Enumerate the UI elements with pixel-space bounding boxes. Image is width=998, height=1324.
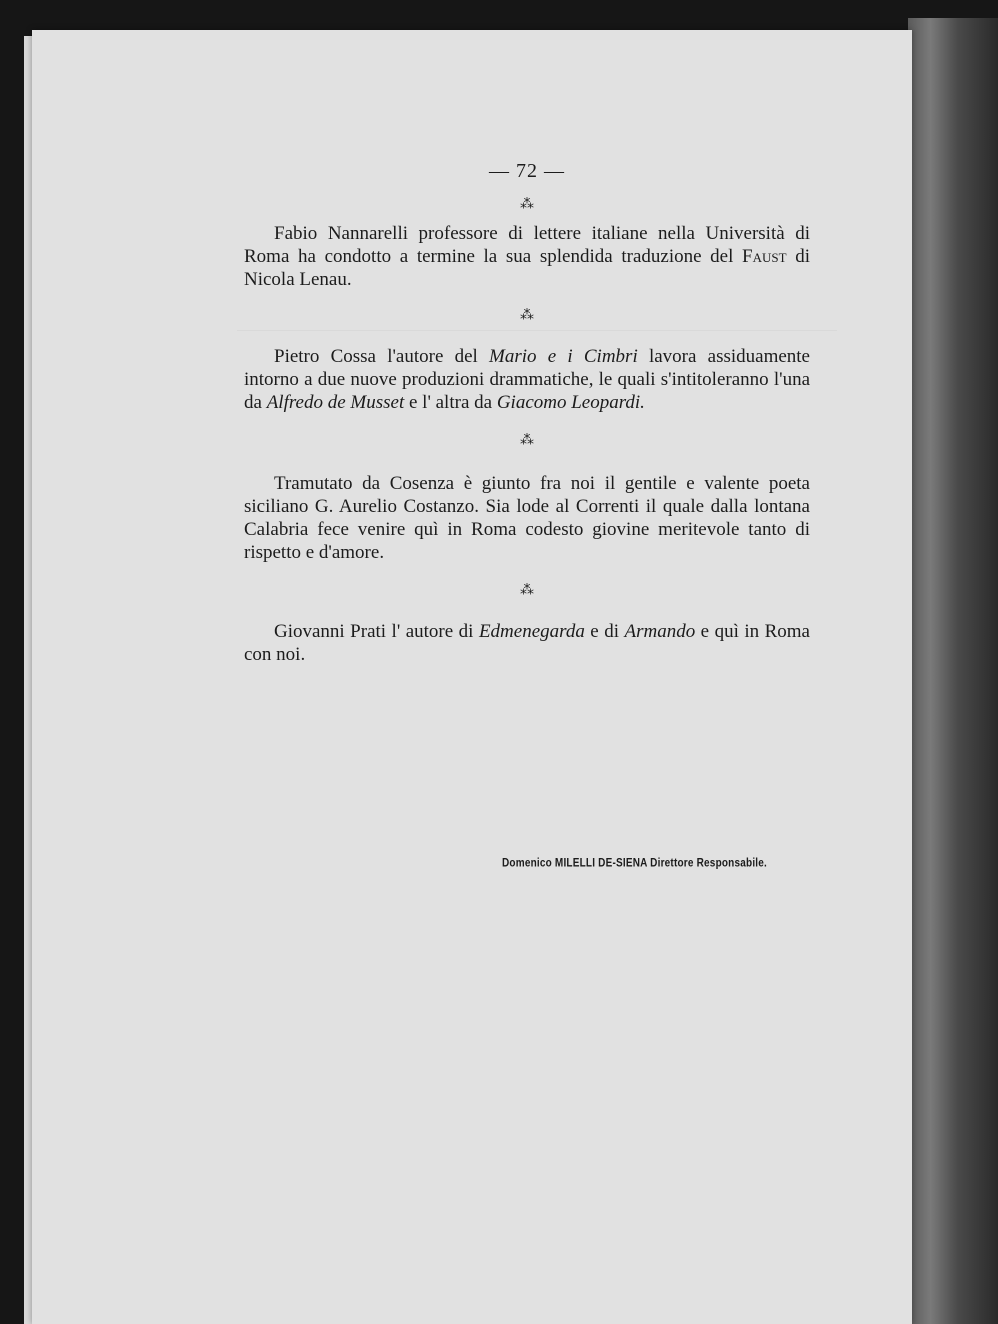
asterism-divider: ⁂ [520,308,534,323]
paragraph-4 [244,620,810,666]
italic-title: Armando [624,621,696,642]
smallcaps-title: Faust [742,246,787,267]
text-run: e di [584,621,625,642]
page-number: — 72 — [489,160,565,182]
text-run: Tramutato da Cosenza è giunto fra noi il gentile e valente poeta siciliano G. Aurelio Costanzo. Sia lode al Correnti il quale dalla lontana Calabria fece venire quì in Roma codesto giovine meritevole tanto di rispetto e d'amore. [244,473,810,563]
text-run: Pietro Cossa l'autore del [274,346,490,367]
paragraph-2 [244,345,810,414]
scanned-page [32,30,912,1324]
asterism-divider: ⁂ [520,433,534,448]
text-run: e l' altra da [404,392,497,413]
text-run: lavora assiduamente intorno a due nuove produzioni drammatiche, le quali s'intitoleranno l'una da [244,346,810,413]
text-run: di Nicola Lenau. [244,246,810,290]
paragraph-3 [244,472,810,564]
text-run: Giovanni Prati l' autore di [274,621,479,642]
asterism-divider: ⁂ [520,197,534,212]
text-run: e quì in Roma con noi. [244,621,810,665]
italic-title: Mario e i Cimbri [489,346,638,367]
italic-title: Edmenegarda [478,621,585,642]
paragraph-1 [244,222,810,291]
page-content [244,160,810,666]
editor-credit: Domenico MILELLI DE-SIENA Direttore Responsabile. [502,856,768,871]
italic-title: Alfredo de Musset [266,392,405,413]
book-spine [908,18,998,1324]
asterism-divider: ⁂ [520,583,534,598]
text-run: Fabio Nannarelli professore di lettere italiane nella Università di Roma ha condotto a termine la sua splendida traduzione del [244,223,810,267]
italic-title: Giacomo Leopardi. [496,392,645,413]
